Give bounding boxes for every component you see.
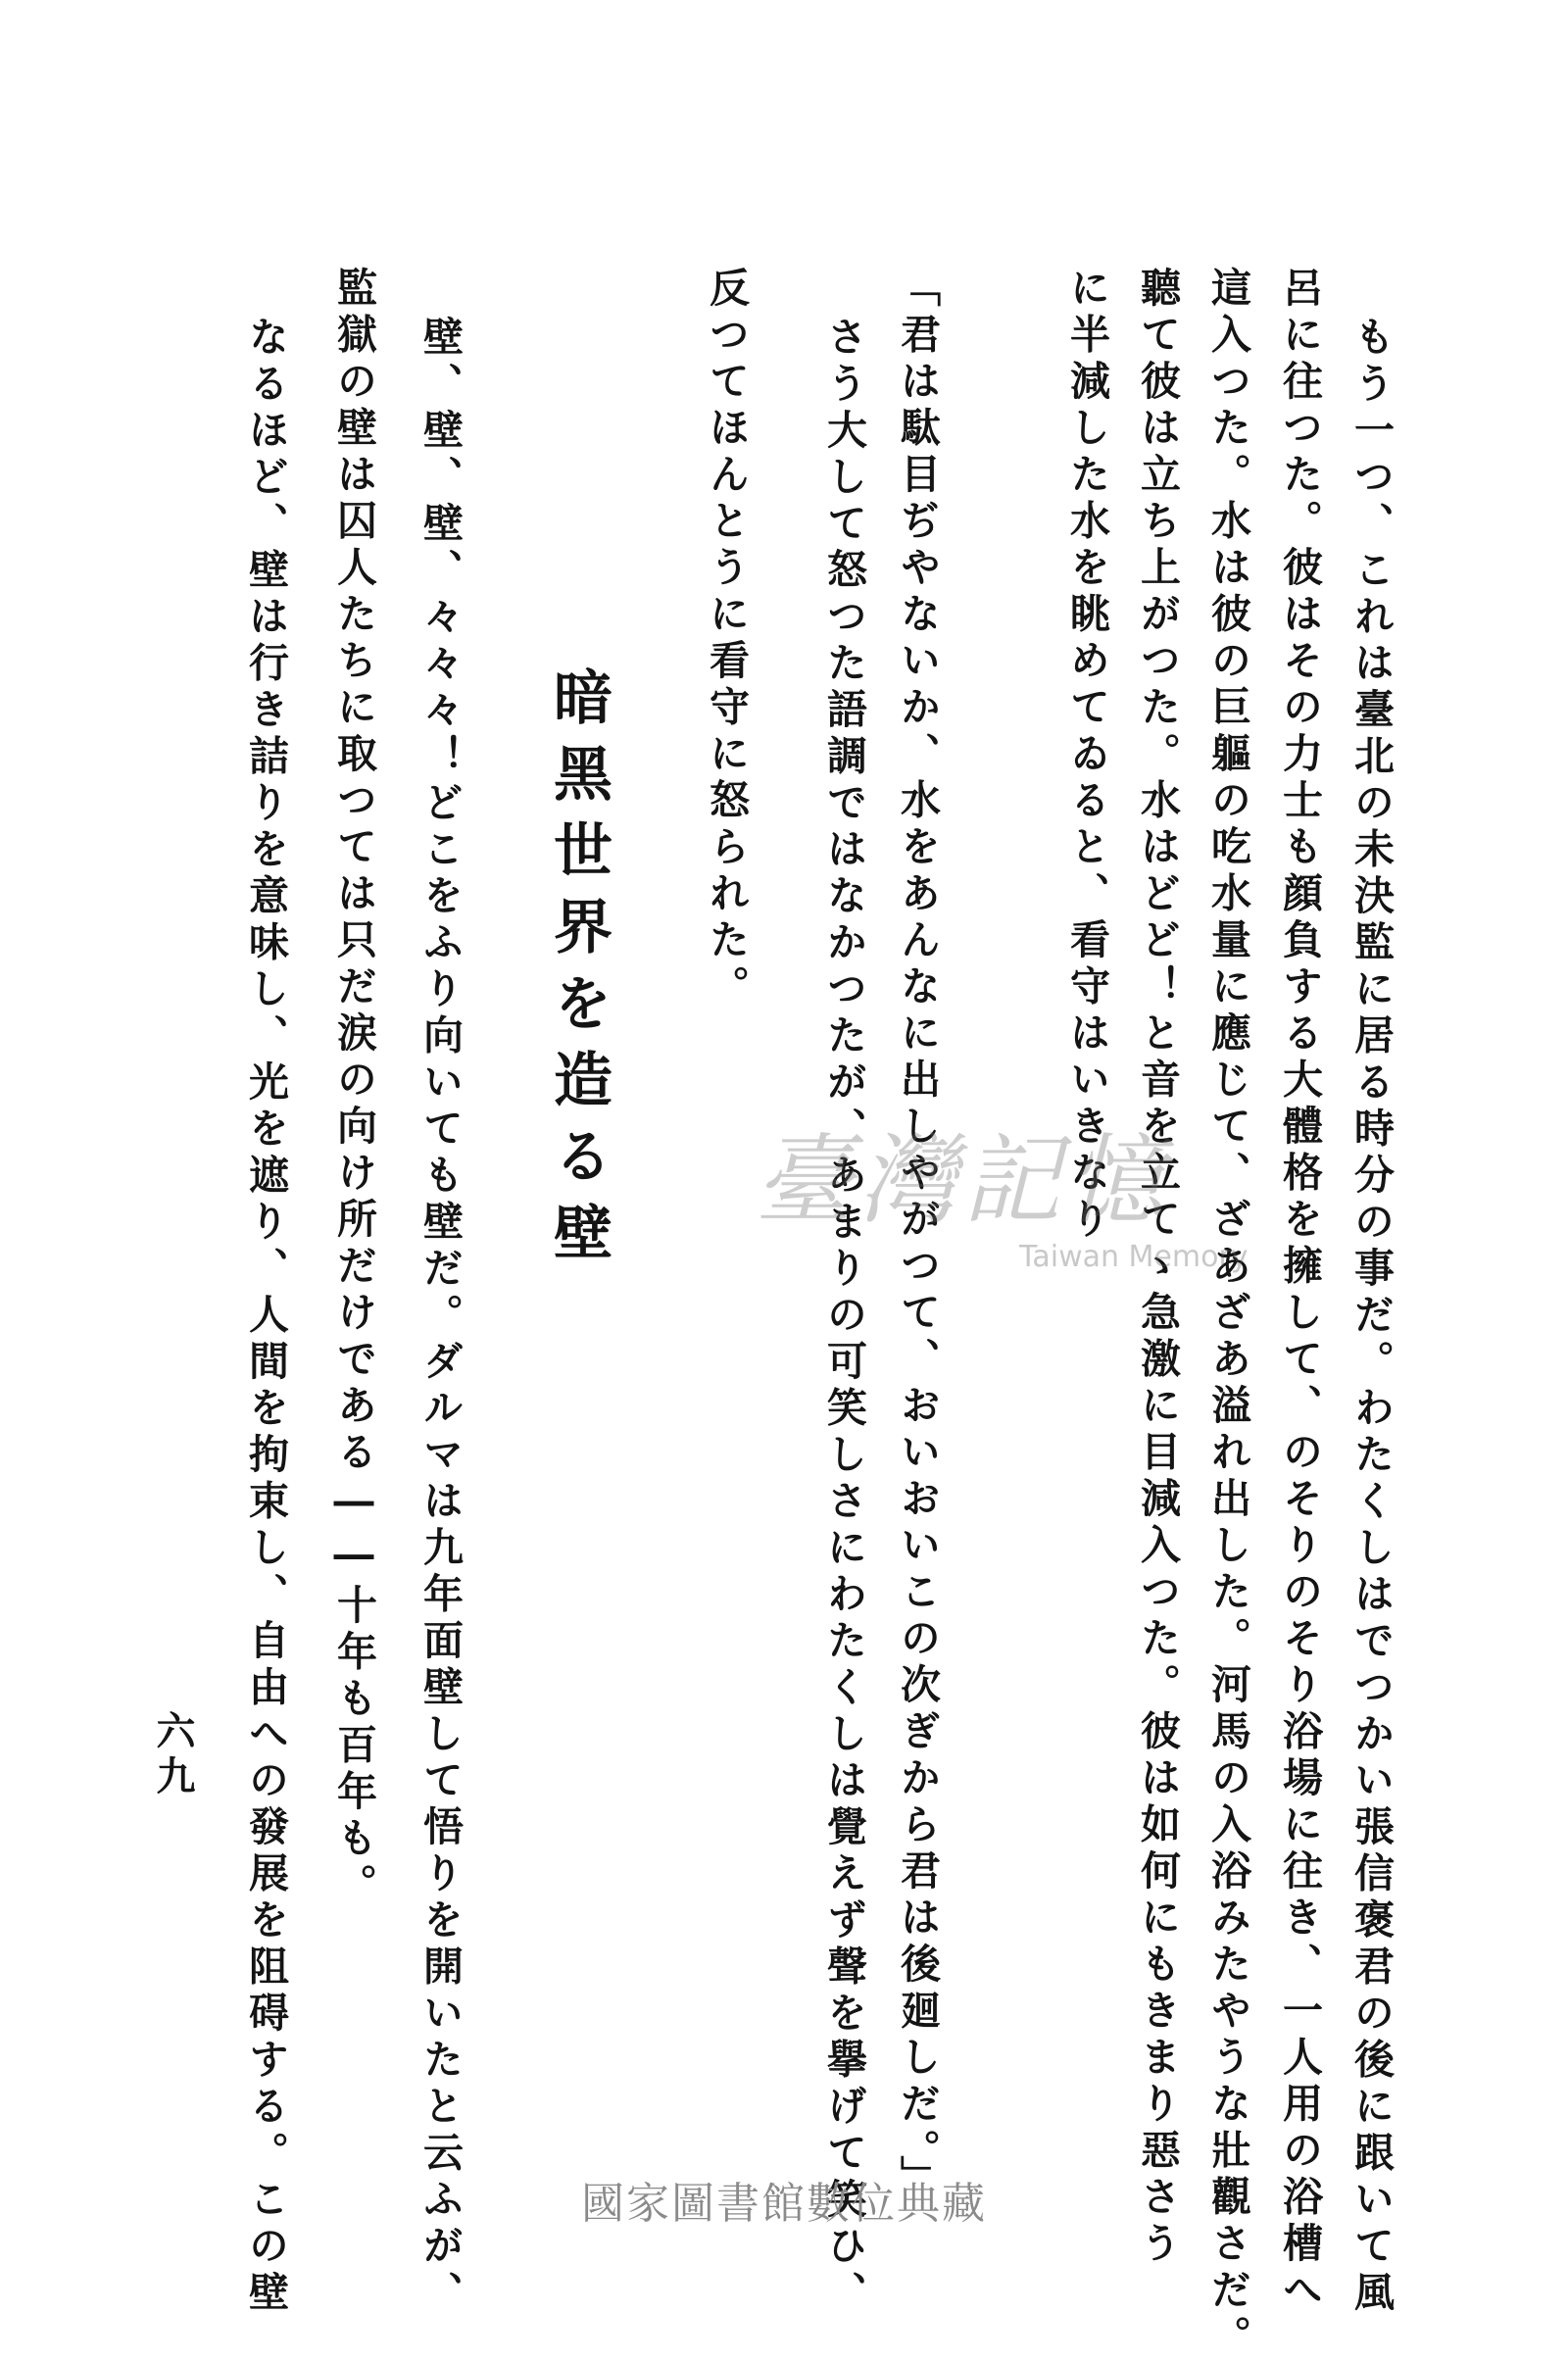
text-column: 這入つた。水は彼の巨軀の吃水量に應じて、ざあざあ溢れ出した。河馬の入浴みたやうな壯觀さだ。 (1204, 267, 1251, 2362)
text-column: なるほど、壁は行き詰りを意味し、光を遮り、人間を拘束し、自由への發展を阻碍する。この壁 (242, 316, 289, 2318)
text-column: 壁、壁、壁、々々々！どこをふり向いても壁だ。ダルマは九年面壁して悟りを開いたと云ふが、 (416, 316, 464, 2318)
text-column: 反つてほんとうに看守に怒られた。 (703, 267, 750, 1011)
text-column: 「君は駄目ぢやないか、水をあんなに出しやがつて、おいおいこの次ぎから君は後廻しだ。」 (894, 267, 941, 2202)
section-title: 暗黑世界を造る壁 (544, 666, 612, 1278)
text-column: もう一つ、これは臺北の未決監に居る時分の事だ。わたくしはでつかい張信褒君の後に跟いて風 (1348, 316, 1395, 2318)
text-column: 監獄の壁は囚人たちに取つては只だ涙の向け所だけである――十年も百年も。 (330, 267, 377, 1910)
text-column: 聽て彼は立ち上がつた。水はどど！と音を立てゝ急激に目減入つた。彼は如何にもきまり惡さう (1134, 267, 1181, 2269)
source-footer: 國家圖書館數位典藏 (581, 2179, 987, 2229)
text-column: に半減した水を眺めてゐると、看守はいきなり (1063, 267, 1110, 1245)
watermark-cjk: 臺灣記憶 (755, 1123, 1170, 1238)
text-column: さう大して怒つた語調ではなかつたが、あまりの可笑しさにわたくしは覺えず聲を擧げて笑ひ、 (820, 316, 867, 2318)
text-column: 呂に往つた。彼はその力士も顔負する大體格を擁して、のそりのそり浴場に往き、一人用の浴槽へ (1276, 267, 1323, 2315)
page-number: 六九 (150, 1710, 196, 1800)
watermark-en: Taiwan Memory (1019, 1240, 1249, 1274)
